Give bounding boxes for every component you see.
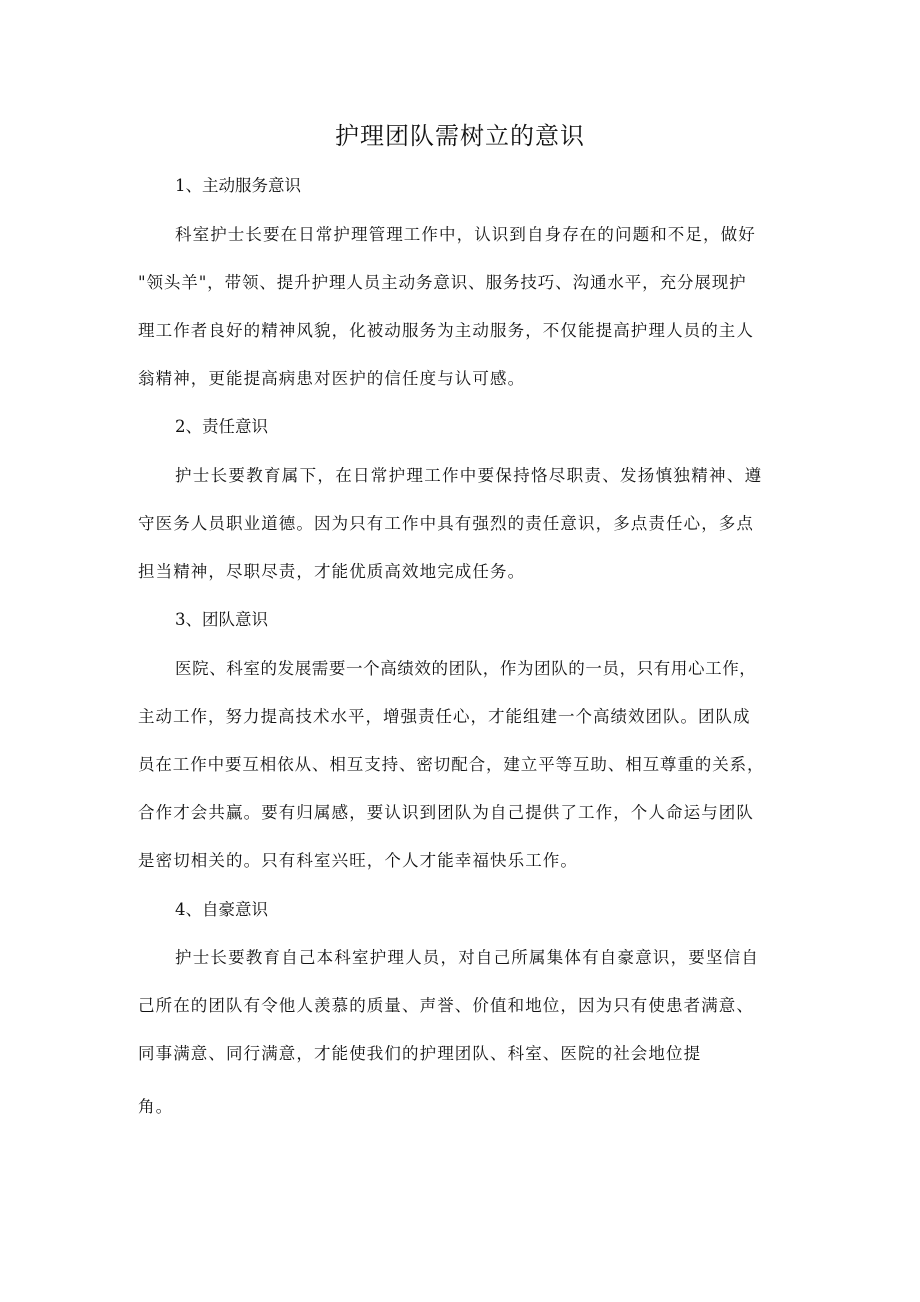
paragraph-line: 护士长要教育自己本科室护理人员，对自己所属集体有自豪意识，要坚信自	[175, 948, 760, 967]
section-heading-1: 1、主动服务意识	[175, 176, 301, 195]
section-heading-4: 4、自豪意识	[175, 900, 268, 919]
section-heading-3: 3、团队意识	[175, 610, 268, 629]
paragraph-line: 是密切相关的。只有科室兴旺，个人才能幸福快乐工作。	[138, 851, 578, 870]
paragraph-line: 医院、科室的发展需要一个高绩效的团队，作为团队的一员，只有用心工作，	[175, 659, 757, 678]
paragraph-line: 科室护士长要在日常护理管理工作中，认识到自身存在的问题和不足，做好	[175, 225, 756, 244]
section-heading-2: 2、责任意识	[175, 417, 268, 436]
paragraph-line: 主动工作，努力提高技术水平，增强责任心，才能组建一个高绩效团队。团队成	[138, 707, 751, 726]
paragraph-line: 角。	[138, 1097, 174, 1116]
paragraph-line: 员在工作中要互相依从、相互支持、密切配合，建立平等互助、相互尊重的关系，	[138, 755, 765, 774]
paragraph-line: 同事满意、同行满意，才能使我们的护理团队、科室、医院的社会地位提	[138, 1044, 702, 1063]
paragraph-line: 翁精神，更能提高病患对医护的信任度与认可感。	[138, 369, 526, 388]
paragraph-line: 护士长要教育属下，在日常护理工作中要保持恪尽职责、发扬慎独精神、遵	[175, 466, 763, 485]
paragraph-line: 守医务人员职业道德。因为只有工作中具有强烈的责任意识，多点责任心，多点	[138, 514, 754, 533]
paragraph-line: 合作才会共赢。要有归属感，要认识到团队为自己提供了工作，个人命运与团队	[138, 803, 754, 822]
paragraph-line: 己所在的团队有令他人羡慕的质量、声誉、价值和地位，因为只有使患者满意、	[138, 996, 754, 1015]
document-title: 护理团队需树立的意识	[335, 122, 585, 150]
paragraph-line: 担当精神，尽职尽责，才能优质高效地完成任务。	[138, 562, 526, 581]
paragraph-line: 理工作者良好的精神风貌，化被动服务为主动服务，不仅能提高护理人员的主人	[138, 321, 754, 340]
paragraph-line: "领头羊"，带领、提升护理人员主动务意识、服务技巧、沟通水平，充分展现护	[138, 273, 747, 292]
